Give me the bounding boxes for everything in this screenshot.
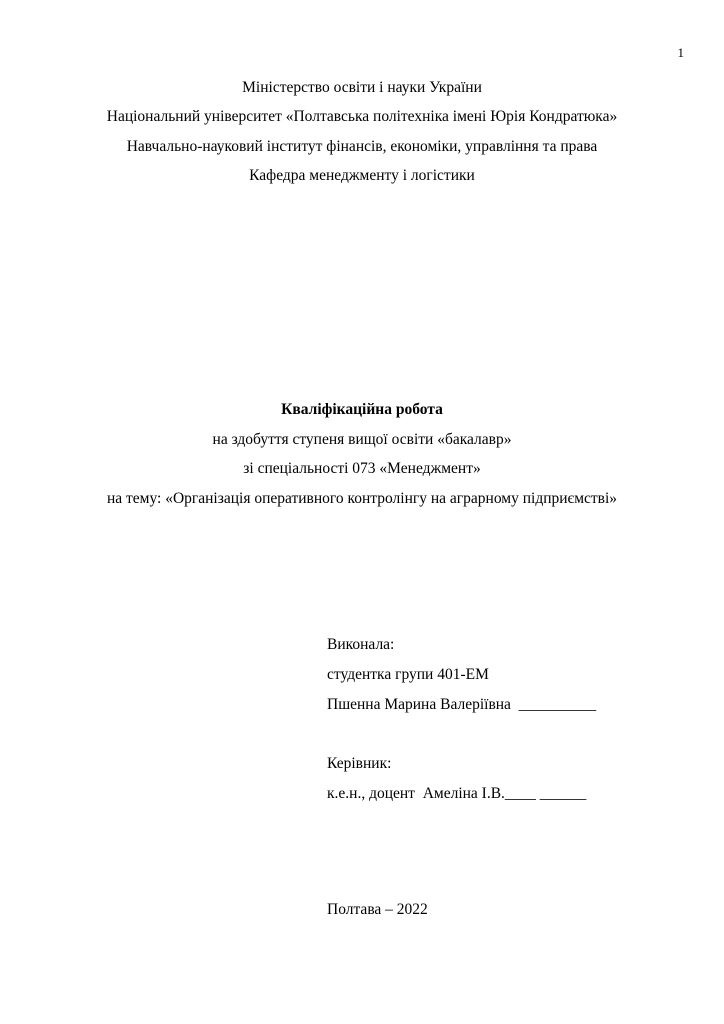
supervisor-line: к.е.н., доцент Амеліна І.В.____ ______ <box>327 785 587 802</box>
student-group: студентка групи 401-ЕМ <box>327 666 489 683</box>
degree-line: на здобуття ступеня вищої освіти «бакалавр» <box>212 431 512 448</box>
document-title: Кваліфікаційна робота <box>281 401 443 418</box>
department-line: Кафедра менеджменту і логістики <box>249 167 475 184</box>
institute-line: Навчально-науковий інститут фінансів, економіки, управління та права <box>126 138 598 155</box>
ministry-line: Міністерство освіти і науки України <box>242 79 482 96</box>
specialty-line: зі спеціальності 073 «Менеджмент» <box>243 460 481 477</box>
student-name: Пшенна Марина Валеріївна __________ <box>327 696 597 713</box>
supervisor-label: Керівник: <box>327 755 392 772</box>
university-line: Національний університет «Полтавська політехніка імені Юрія Кондратюка» <box>106 108 618 125</box>
city-year: Полтава – 2022 <box>327 901 428 918</box>
performed-label: Виконала: <box>327 636 395 653</box>
topic-line: на тему: «Організація оперативного контролінгу на аграрному підприємстві» <box>106 490 618 507</box>
page-number: 1 <box>677 45 684 60</box>
